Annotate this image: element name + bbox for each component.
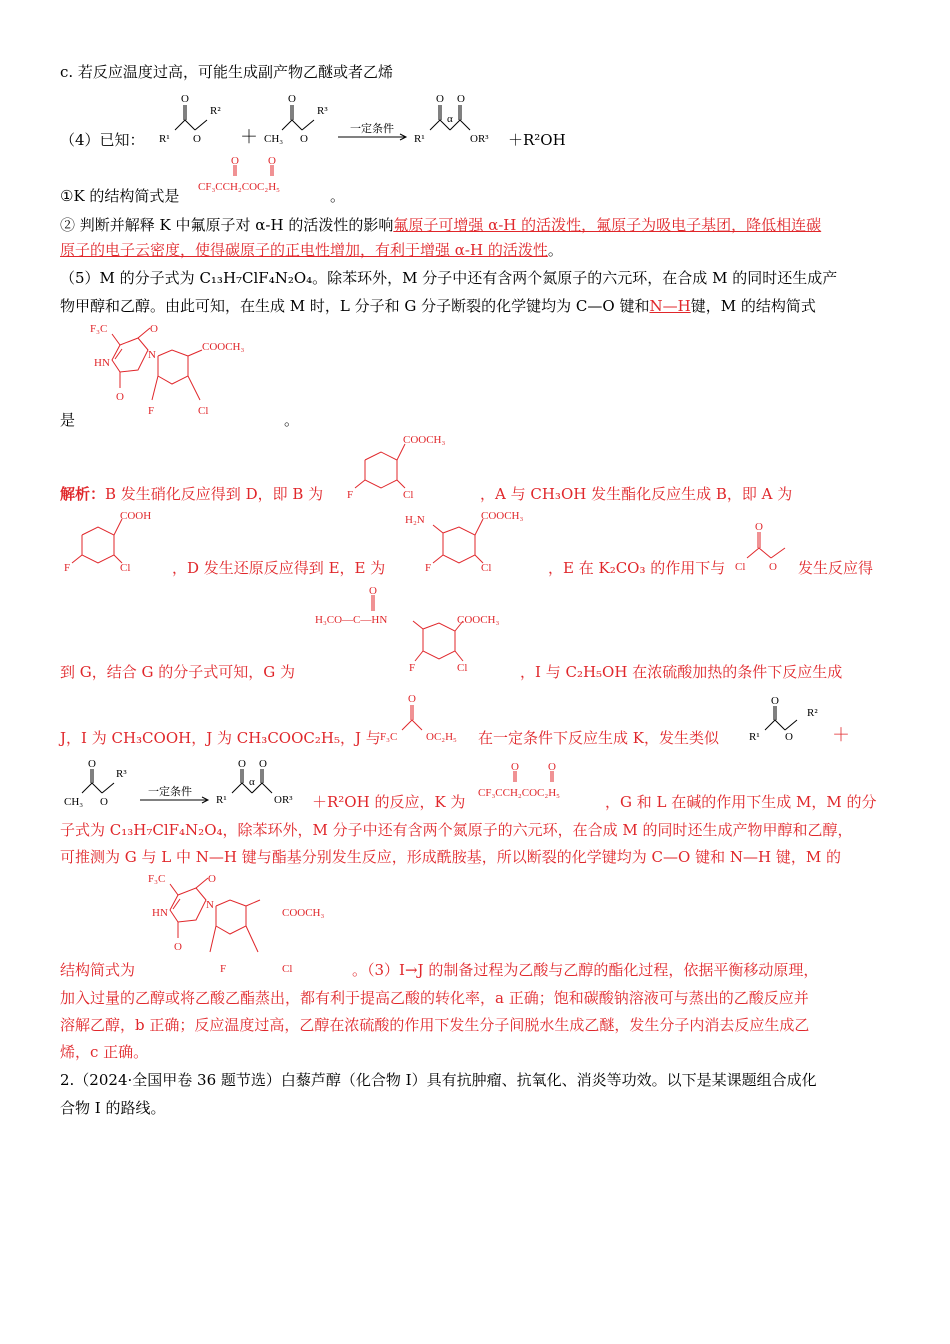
analysis-text: 。（3）I→J 的制备过程为乙酸与乙醇的酯化过程，依据平衡移动原理，	[352, 961, 819, 979]
ester-r1-structure	[745, 692, 825, 748]
answer-bond: N—H	[649, 297, 691, 315]
byproduct-text: ＋R²OH	[508, 131, 566, 149]
oxygen-label: O	[457, 93, 465, 105]
oxygen-label: O	[259, 758, 267, 770]
analysis-text: 在一定条件下反应生成 K，发生类似	[478, 729, 719, 747]
oxygen-label: O	[548, 762, 556, 773]
question-fluorine-text: ② 判断并解释 K 中氟原子对 α-H 的活泼性的影响	[60, 216, 394, 234]
condition-label: 一定条件	[350, 123, 394, 135]
period: 。	[284, 411, 300, 429]
cooch3-label: COOCH₃	[403, 434, 446, 446]
analysis-text: ，G 和 L 在碱的作用下生成 M，M 的分	[605, 793, 877, 811]
g-structure	[315, 583, 525, 675]
m-structure-analysis	[148, 870, 358, 978]
oxygen-label: O	[511, 762, 519, 773]
analysis-text: ，D 发生还原反应得到 E，E 为	[172, 559, 386, 577]
analysis-text: 烯，c 正确。	[60, 1043, 149, 1061]
product-structure	[214, 755, 314, 811]
cl-label: Cl	[120, 562, 131, 574]
question-2: 2.（2024·全国甲卷 36 题节选）白藜芦醇（化合物 I）具有抗肿瘤、抗氧化、消炎等功效。以下是某课题组合成化	[60, 1071, 817, 1089]
r2-label: R²	[210, 105, 221, 117]
k-formula: CF₃CCH₂COC₂H₅	[198, 181, 280, 193]
r1-label: R¹	[159, 133, 170, 145]
methyl-chloroformate-structure	[733, 518, 803, 574]
oxygen-label: O	[771, 695, 779, 707]
plus-sign: ＋	[240, 127, 258, 148]
question-5: （5）M 的分子式为 C₁₃H₇ClF₄N₂O₄。除苯环外，M 分子中还有含两个氮原子的六元环，在合成 M 的同时还生成产	[60, 269, 838, 287]
oxygen-label: O	[769, 561, 777, 573]
n-label: N	[148, 349, 156, 361]
reaction-arrow	[140, 795, 212, 805]
question-k: ①K 的结构简式是	[60, 187, 180, 205]
oxygen-label: O	[300, 133, 308, 145]
question-5-end: 是	[60, 411, 76, 429]
analysis-text: 可推测为 G 与 L 中 N—H 键与酯基分别发生反应，形成酰胺基，所以断裂的化学键均为 C—O 键和 N—H 键，M 的	[60, 848, 841, 866]
cooch3-label: COOCH₃	[457, 614, 500, 626]
r1-label: R¹	[749, 731, 760, 743]
f-label: F	[220, 963, 227, 975]
h2n-label: H₂N	[405, 514, 425, 526]
ch3-label: CH₃	[64, 796, 84, 808]
analysis-text: 加入过量的乙醇或将乙酸乙酯蒸出，都有利于提高乙酸的转化率，a 正确；饱和碳酸钠溶液可与蒸出的乙酸反应并	[60, 989, 809, 1007]
analysis-text: 结构简式为	[60, 961, 136, 979]
r3-label: R³	[116, 768, 127, 780]
r1-label: R¹	[216, 794, 227, 806]
m-structure-answer	[90, 320, 290, 425]
r3-label: R³	[317, 105, 328, 117]
cooh-label: COOH	[120, 510, 152, 522]
oxygen-label: O	[785, 731, 793, 743]
alpha-label: α	[447, 113, 453, 125]
b-structure	[345, 430, 475, 502]
f-label: F	[409, 662, 416, 674]
cooch3-label: COOCH₃	[282, 907, 325, 919]
oc2h5-label: OC₂H₅	[426, 731, 457, 743]
k-structure	[476, 762, 606, 808]
f-label: F	[425, 562, 432, 574]
oxygen-label: O	[100, 796, 108, 808]
k-formula: CF₃CCH₂COC₂H₅	[478, 787, 560, 799]
cl-label: Cl	[198, 405, 209, 417]
answer-fluorine-1: 氟原子可增强 α-H 的活泼性，氟原子为吸电子基团，降低相连碳	[393, 216, 822, 234]
cl-label: Cl	[481, 562, 492, 574]
analysis-text: 到 G，结合 G 的分子式可知，G 为	[60, 663, 296, 681]
question-5-cont	[60, 296, 816, 316]
product-structure	[412, 90, 512, 150]
or3-label: OR³	[274, 794, 293, 806]
period: 。	[547, 241, 563, 259]
n-label: N	[206, 899, 214, 911]
analysis-text: ，I 与 C₂H₅OH 在浓硫酸加热的条件下反应生成	[520, 663, 843, 681]
f-label: F	[148, 405, 155, 417]
oxygen-label: O	[116, 391, 124, 403]
oxygen-label: O	[268, 156, 276, 167]
period: 。	[330, 187, 346, 205]
hn-label: HN	[94, 357, 110, 369]
f-label: F	[347, 489, 354, 501]
hn-label: HN	[152, 907, 168, 919]
analysis-text: J，I 为 CH₃COOH，J 为 CH₃COOC₂H₅，J 与	[60, 729, 381, 747]
text-line: c. 若反应温度过高，可能生成副产物乙醚或者乙烯	[60, 63, 393, 81]
reaction-arrow	[338, 132, 410, 142]
oxygen-label: O	[208, 873, 216, 885]
or3-label: OR³	[470, 133, 489, 145]
oxygen-label: O	[369, 585, 377, 597]
cl-label: Cl	[282, 963, 293, 975]
ester-r3-structure	[262, 90, 342, 150]
analysis-text: 溶解乙醇，b 正确；反应温度过高，乙醇在浓硫酸的作用下发生分子间脱水生成乙醚，发生分子内消去反应生成乙	[60, 1016, 810, 1034]
plus-sign: ＋	[832, 725, 850, 746]
analysis-text: ，A 与 CH₃OH 发生酯化反应生成 B，即 A 为	[480, 485, 793, 503]
oxygen-label: O	[150, 323, 158, 335]
oxygen-label: O	[231, 156, 239, 167]
known-label: （4）已知：	[60, 131, 145, 149]
oxygen-label: O	[436, 93, 444, 105]
ethyl-trifluoroacetate-structure	[380, 690, 480, 750]
r1-label: R¹	[414, 133, 425, 145]
analysis-line	[60, 484, 323, 504]
cl-label: Cl	[735, 561, 746, 573]
f-label: F	[64, 562, 71, 574]
question-5-text: 物甲醇和乙醇。由此可知，在生成 M 时，L 分子和 G 分子断裂的化学键均为 C—O 键和	[60, 297, 650, 315]
oxygen-label: O	[238, 758, 246, 770]
oxygen-label: O	[181, 93, 189, 105]
question-2-cont: 合物 I 的路线。	[60, 1099, 166, 1117]
condition-label: 一定条件	[148, 786, 192, 798]
question-5-text-end: 键，M 的结构简式	[690, 297, 816, 315]
answer-line	[60, 240, 563, 260]
answer-fluorine-2: 原子的电子云密度，使得碳原子的正电性增加，有利于增强 α-H 的活泼性	[60, 241, 548, 259]
oxygen-label: O	[88, 758, 96, 770]
question-fluorine	[60, 215, 821, 235]
analysis-text: 子式为 C₁₃H₇ClF₄N₂O₄，除苯环外，M 分子中还有含两个氮原子的六元环，在合成 M 的同时还生成产物甲醇和乙醇，	[60, 821, 853, 839]
oxygen-label: O	[174, 941, 182, 953]
analysis-text: ，E 在 K₂CO₃ 的作用下与	[548, 559, 726, 577]
analysis-text: B 发生硝化反应得到 D，即 B 为	[105, 485, 324, 503]
oxygen-label: O	[193, 133, 201, 145]
cf3-label: F₃C	[380, 731, 398, 743]
cf3-label: F₃C	[148, 873, 166, 885]
e-structure	[405, 505, 545, 575]
analysis-text: ＋R²OH 的反应，K 为	[312, 793, 466, 811]
k-structure	[196, 156, 326, 202]
alpha-label: α	[249, 776, 255, 788]
oxygen-label: O	[755, 521, 763, 533]
oxygen-label: O	[408, 693, 416, 705]
ester-r3-structure	[62, 755, 142, 811]
analysis-label: 解析：	[60, 485, 106, 503]
ester-r1-structure	[155, 90, 235, 150]
a-structure	[62, 505, 182, 575]
ch3-label: CH₃	[264, 133, 284, 145]
cf3-label: F₃C	[90, 323, 108, 335]
cl-label: Cl	[403, 489, 414, 501]
acetamide-label: H₃CO—C—HN	[315, 614, 388, 626]
cooch3-label: COOCH₃	[202, 341, 245, 353]
cooch3-label: COOCH₃	[481, 510, 524, 522]
r2-label: R²	[807, 707, 818, 719]
oxygen-label: O	[288, 93, 296, 105]
analysis-text: 发生反应得	[798, 559, 874, 577]
cl-label: Cl	[457, 662, 468, 674]
